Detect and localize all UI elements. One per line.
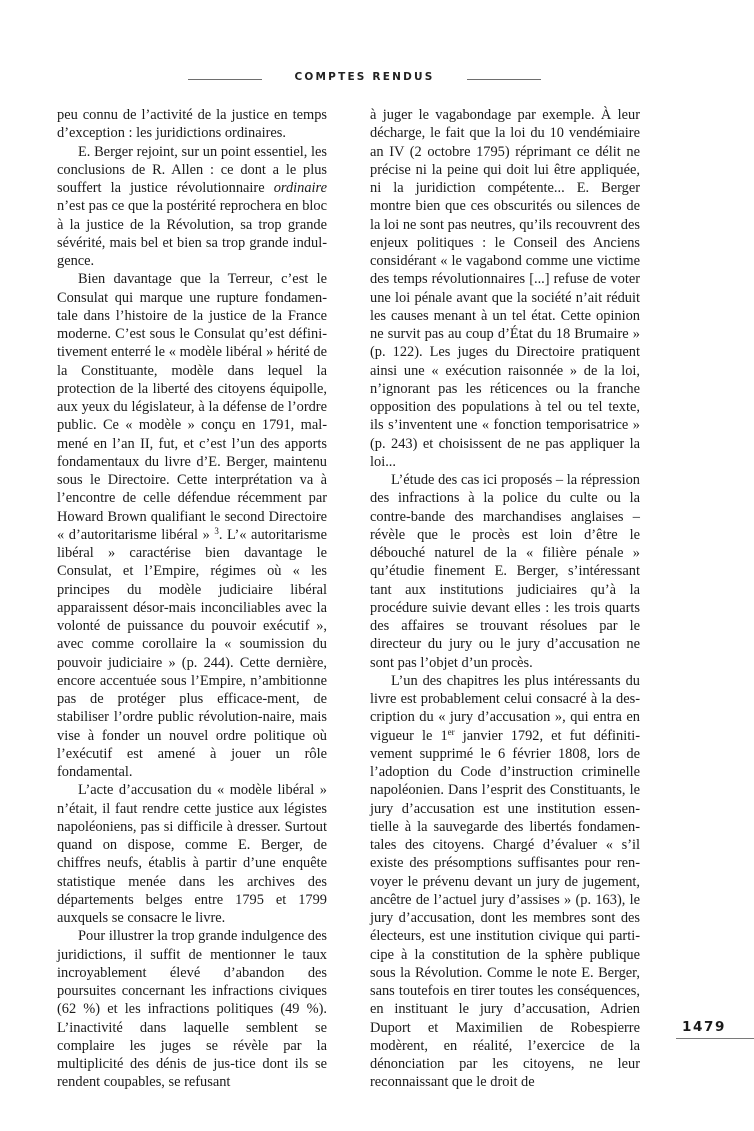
page-number-rule [676,1038,754,1039]
paragraph-continued: peu connu de l’activité de la justice en temps d’exception : les juridictions ordinaires. [57,107,327,142]
running-header [0,70,754,90]
paragraph-consulat [57,270,327,781]
right-column [370,106,640,1092]
paragraph-vagabondage: à juger le vagabondage par exemple. À leur décharge, le fait que la loi du 10 vendémiaire an IV (2 octobre 1795) réprimant ce délit ne précise ni la peine qui doit lui être appliquée, ni la juridiction compétente... E. Berger montre bien que ces obscurités ou silences de la loi ne sont pas neutres, qu’ils recouvrent des enjeux politiques : le Conseil des Anciens considérant « le vagabond comme une victime des temps révolutionnaires [...] refuse de voter une loi pénale avant que la société n’ait réduit les causes menant à un tel état. Cette opinion ne survit pas au coup d’État du 18 Brumaire » (p. 122). Les juges du Directoire pratiquent ainsi une « exécution raisonnée » de la loi, n’ignorant pas les réticences ou la franche opposition des populations à tel ou tel texte, ils s’inventent une « fonction temporisatrice » (p. 243) et choisissent de ne pas appliquer la loi... [370,107,640,470]
header-rule-right [467,79,541,80]
page-number: 1479 [682,1019,726,1035]
header-rule-left [188,79,262,80]
footnote-ref: 3 [214,525,219,536]
left-column [57,106,327,1092]
paragraph-acte-accusation: L’acte d’accusation du « modèle libéral » n’était, il faut rendre cette justice aux légistes napoléoniens, pas si difficile à dresser. Surtout quand on dispose, comme E. Berger, de chiffres neufs, établis à partir d’une enquête statistique menée dans les archives des départements belges entre 1795 et 1799 auxquels se consacre le livre. [57,782,327,926]
text-run: Bien davantage que la Terreur, c’est le Consulat qui marque une rupture fondamen-tale dans l’histoire de la justice de la France moderne. C’est sous le Consulat qu’est défini-tivement enterré le « modèle libéral » hérité de la Constituante, modèle dans lequel la protection de la liberté des citoyens équipolle, aux yeux du législateur, à la défense de l’ordre public. Ce « modèle » conçu en 1791, mal-mené en l’an II, fut, et c’est l’un des apports fondamentaux du livre d’E. Berger, maintenu sous le Directoire. Cette interprétation va à l’encontre de celle défendue récemment par Howard Brown qualifiant le second Directoire « d’autoritarisme libéral » [57,271,327,543]
ordinal-superscript: er [447,726,455,737]
text-run: . L’« autoritarisme libéral » caractérise bien davantage le Consulat, et l’Empire, régimes où « les principes du modèle judiciaire libéral apparaissent désor-mais inconciliables avec la volonté de puissance du pouvoir exécutif », avec comme corollaire la « soumission du pouvoir judiciaire » (p. 244). Cette dernière, encore accentuée sous l’Empire, n’ambitionne pas de protéger plus efficace-ment, de stabiliser l’ordre public révolution-naire, mais vise à fonder un nouvel ordre politique où l’exécutif est amené à jouer un rôle fondamental. [57,526,327,780]
text-run: L’un des chapitres les plus intéressants du livre est probablement celui consacré à la des-cription du « jury d’accusation », qui entra en vigueur le 1 [370,672,640,744]
paragraph-indulgence: Pour illustrer la trop grande indulgence des juridictions, il suffit de mentionner le taux incroyablement élevé d’abandon des poursuites concernant les infractions civiques (62 %) et les infractions politiques (49 %). L’inactivité dans laquelle semblent se complaire les juges se révèle par la multiplicité des dénis de jus-tice dont ils se rendent coupables, se refusant [57,928,327,1091]
running-title: COMPTES RENDUS [294,71,435,83]
text-run: janvier 1792, et fut définiti-vement supprimé le 6 février 1808, lors de l’adoption du Code d’instruction criminelle napoléonien. Dans l’esprit des Constituants, le jury d’accusation est une institution essen-tielle à la sauvegarde des libertés fondamen-tales des citoyens. Chargé d’évaluer « s’il existe des présomptions suffisantes pour ren-voyer le prévenu devant un jury de jugement, ancêtre de l’actuel jury d’assises » (p. 163), le jury d’accusation, dont les membres sont des électeurs, est une institution civique qui parti-cipe à la constitution de la sphère publique sous la Révolution. Comme le note E. Berger, sans toutefois en tirer toutes les conséquences, en instituant le jury d’accusation, Adrien Duport et Maximilien de Robespierre modèrent, en réalité, l’exercice de la dénonciation par les citoyens, ne leur reconnaissant que le droit de [370,727,640,1091]
paragraph-berger-allen [57,143,327,271]
text-run: E. Berger rejoint, sur un point essentiel, les conclusions de R. Allen : ce dont a le plus souffert la justice révolutionnaire [57,143,327,196]
text-run: n’est pas ce que la postérité reprochera en bloc à la justice de la Révolution, sa trop grande sévérité, mais bel et bien sa trop grande indul-gence. [57,198,327,269]
emphasis-ordinaire: ordinaire [273,180,327,196]
paragraph-jury-accusation [370,672,640,1092]
paragraph-etude-cas: L’étude des cas ici proposés – la répression des infractions à la police du culte ou la contre-bande des marchandises anglaises – révèle que le procès est loin d’être le débouché naturel de la « filière pénale » qu’étudie finement E. Berger, s’intéressant tant aux institutions judiciaires qu’à la procédure suivie devant elles : les trois quarts des affaires se trouvant résolues par le directeur du jury ou le jury d’accusation ne sont pas l’objet d’un procès. [370,472,640,671]
